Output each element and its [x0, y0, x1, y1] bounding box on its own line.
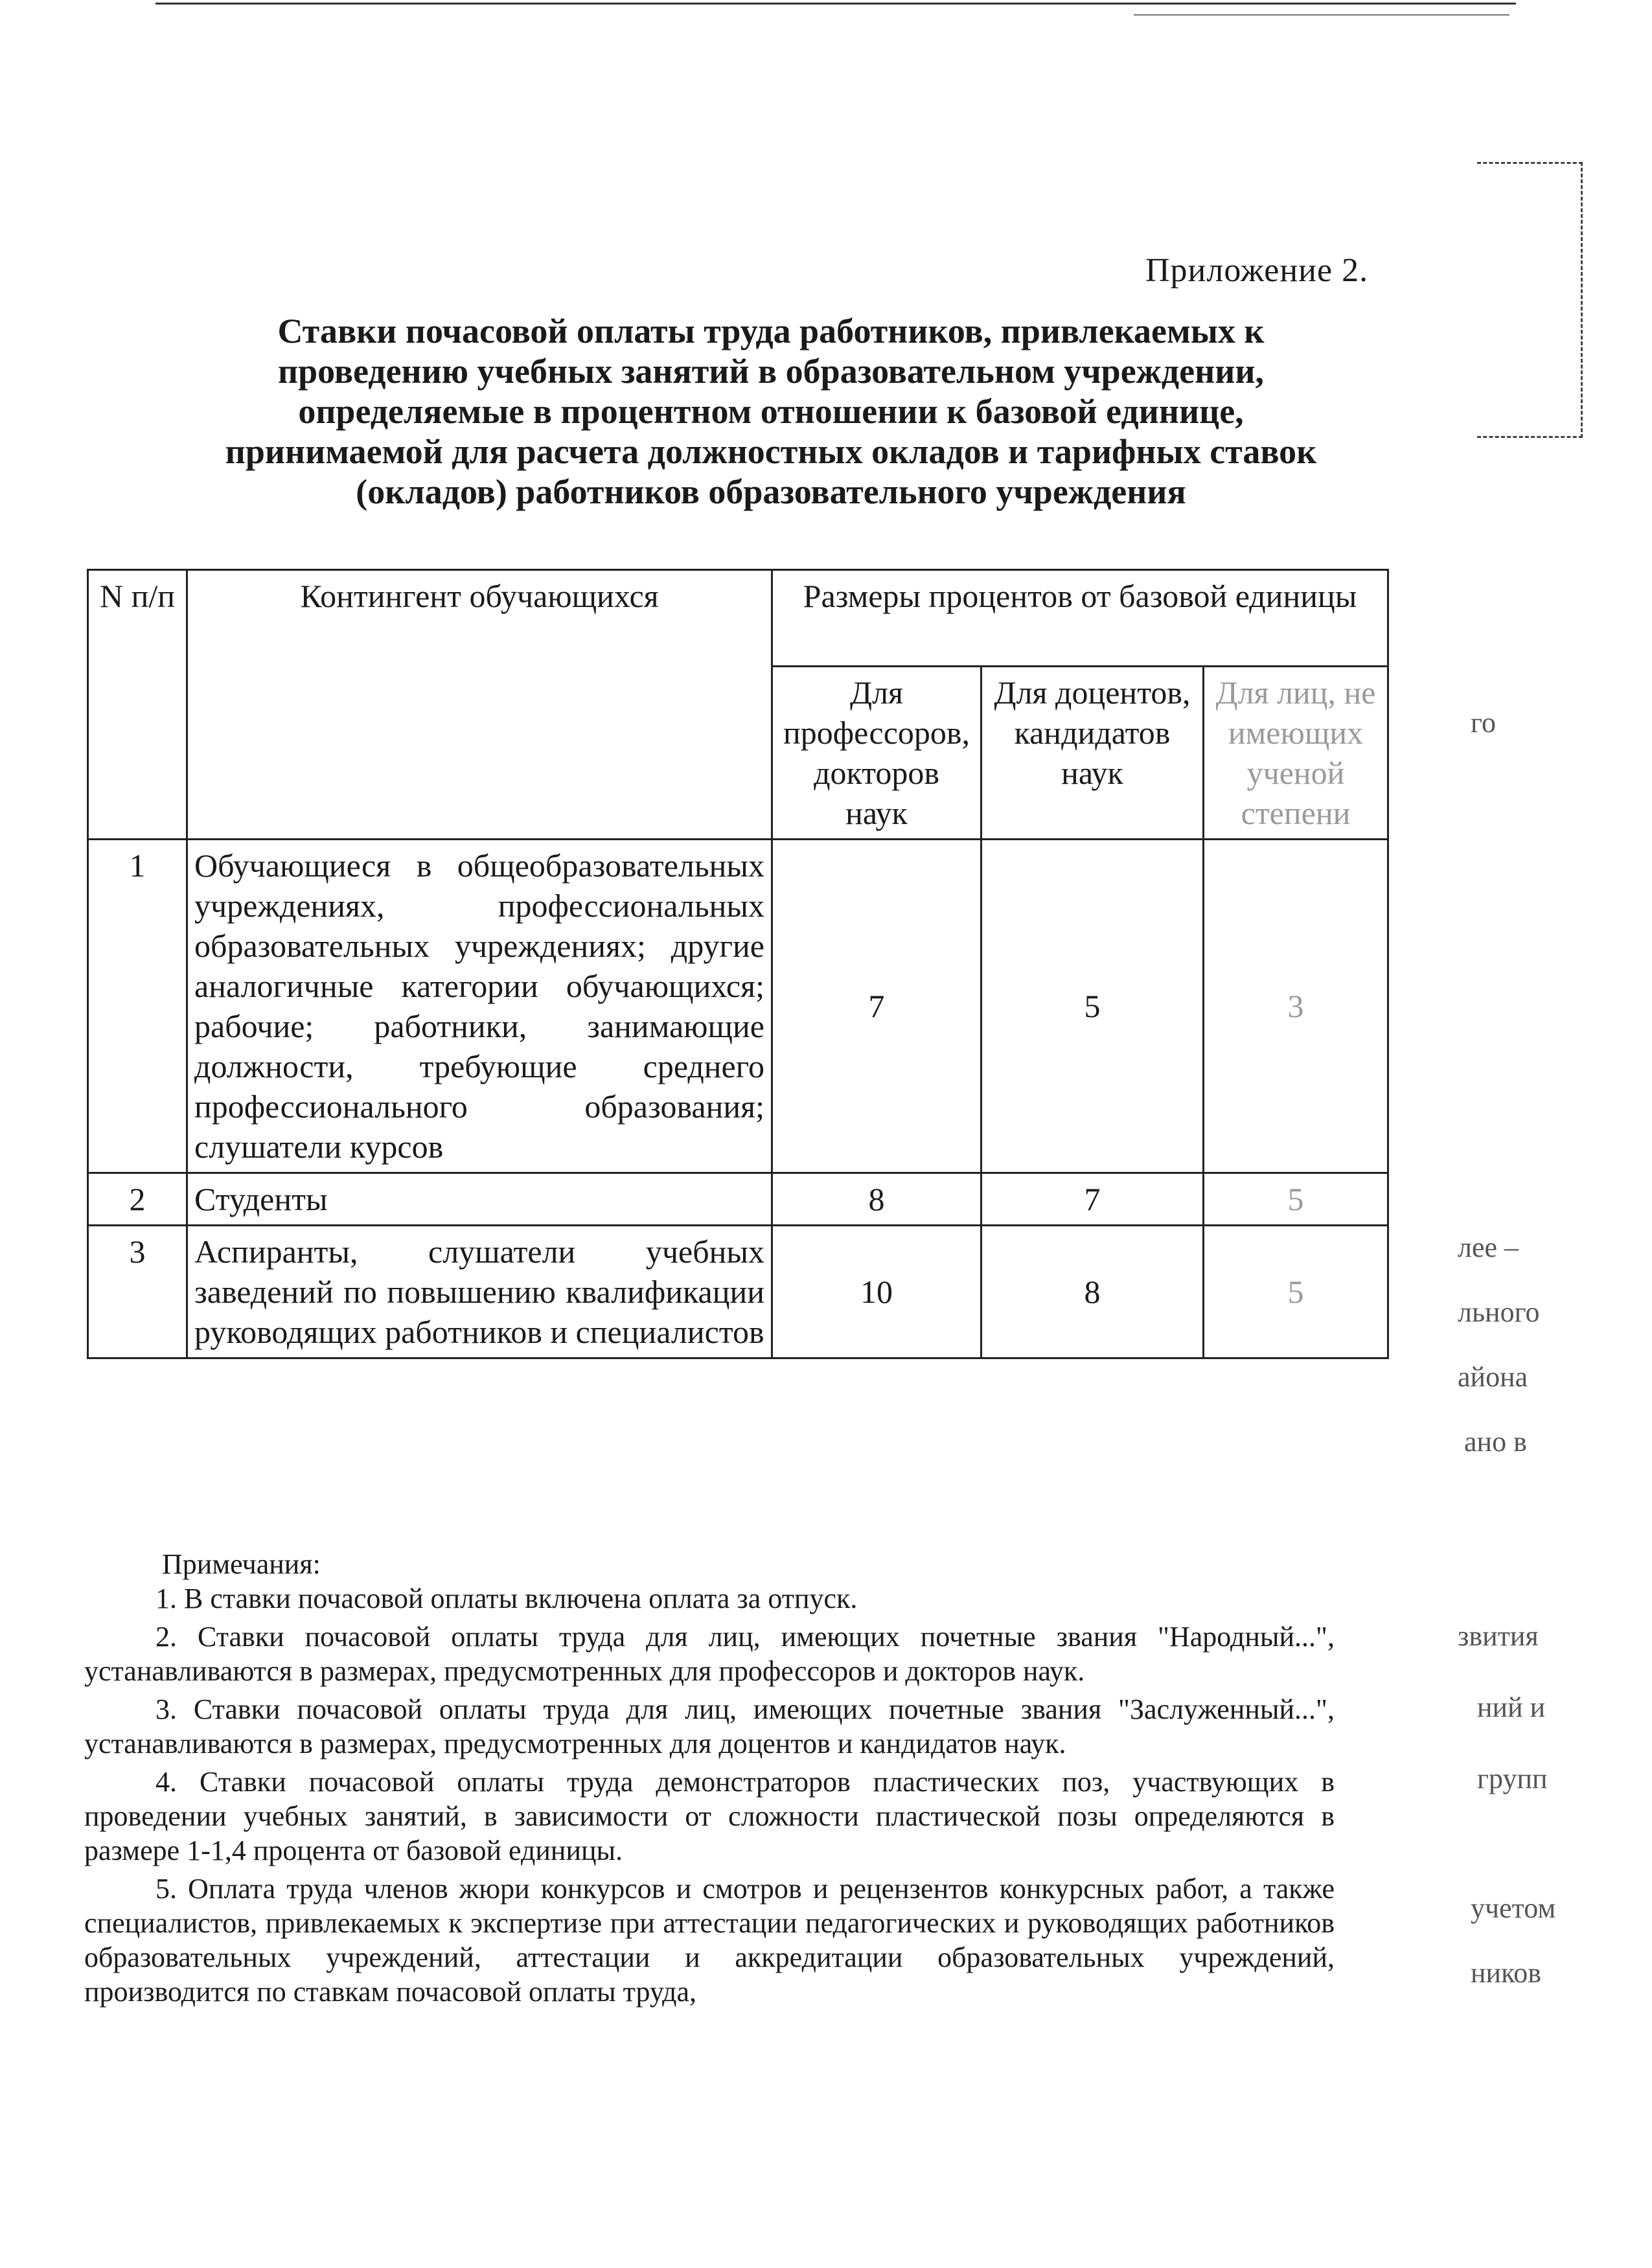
- header-number: N п/п: [88, 570, 187, 840]
- margin-fragment: ано в: [1464, 1426, 1527, 1458]
- margin-fragment: ний и: [1477, 1691, 1546, 1723]
- note-item: 2. Ставки почасовой оплаты труда для лиц, имеющих почетные звания "Народный...", устанавливаются в размерах, предусмотренных для профессоров и докторов наук.: [84, 1621, 1335, 1687]
- table-row: [88, 840, 1388, 1173]
- header-professors: Для профессоров, докторов наук: [772, 667, 981, 840]
- appendix-label: Приложение 2.: [1145, 252, 1369, 289]
- scan-bracket: [1477, 162, 1583, 438]
- row-value-professors: 10: [772, 1226, 981, 1358]
- scan-line-top: [155, 3, 1516, 5]
- title-line-1: Ставки почасовой оплаты труда работников, привлекаемых к: [277, 312, 1265, 350]
- note-item: 4. Ставки почасовой оплаты труда демонстраторов пластических поз, участвующих в проведении учебных занятий, в зависимости от сложности пластической позы определяются в размере 1-1,4 процента от базовой единицы.: [84, 1766, 1335, 1866]
- margin-fragment: льного: [1458, 1296, 1540, 1328]
- title-line-4: принимаемой для расчета должностных окладов и тарифных ставок: [225, 432, 1317, 471]
- row-value-docents: 5: [981, 840, 1204, 1173]
- row-value-no-degree: 5: [1204, 1173, 1388, 1226]
- row-value-professors: 8: [772, 1173, 981, 1226]
- row-number: 1: [88, 840, 187, 1173]
- title-line-2: проведению учебных занятий в образовательном учреждении,: [278, 352, 1264, 391]
- notes-heading: Примечания:: [162, 1548, 321, 1580]
- header-contingent: Контингент обучающихся: [187, 570, 772, 840]
- note-item: 1. В ставки почасовой оплаты включена оплата за отпуск.: [155, 1583, 858, 1614]
- scan-line-top-2: [1134, 14, 1509, 16]
- title-line-5: (окладов) работников образовательного учреждения: [356, 472, 1186, 511]
- margin-fragment: лее –: [1458, 1231, 1519, 1263]
- margin-fragment: учетом: [1471, 1892, 1556, 1924]
- header-no-degree: Для лиц, не имеющих ученой степени: [1204, 667, 1388, 840]
- row-number: 3: [88, 1226, 187, 1358]
- margin-fragment: айона: [1458, 1361, 1528, 1393]
- table-header-row: [88, 570, 1388, 667]
- margin-fragment: звития: [1458, 1620, 1539, 1652]
- row-value-no-degree: 3: [1204, 840, 1388, 1173]
- rates-table: [87, 569, 1389, 1359]
- header-percent-group: Размеры процентов от базовой единицы: [772, 570, 1388, 667]
- table-row: [88, 1173, 1388, 1226]
- margin-fragment: го: [1471, 707, 1496, 739]
- row-value-docents: 8: [981, 1226, 1204, 1358]
- row-number: 2: [88, 1173, 187, 1226]
- table-row: [88, 1226, 1388, 1358]
- row-contingent: Аспиранты, слушатели учебных заведений по повышению квалификации руководящих работников и специалистов: [187, 1226, 772, 1358]
- note-item: 3. Ставки почасовой оплаты труда для лиц, имеющих почетные звания "Заслуженный...", устанавливаются в размерах, предусмотренных для доцентов и кандидатов наук.: [84, 1693, 1335, 1759]
- document-title: [162, 311, 1380, 512]
- title-line-3: определяемые в процентном отношении к базовой единице,: [298, 392, 1244, 431]
- header-docents: Для доцентов, кандидатов наук: [981, 667, 1204, 840]
- margin-fragment: ников: [1471, 1957, 1542, 1989]
- row-contingent: Студенты: [187, 1173, 772, 1226]
- row-contingent: Обучающиеся в общеобразовательных учреждениях, профессиональных образовательных учреждениях; другие аналогичные категории обучающихся; рабочие; работники, занимающие должности, требующие среднего профессионального образования; слушатели курсов: [187, 840, 772, 1173]
- row-value-docents: 7: [981, 1173, 1204, 1226]
- row-value-no-degree: 5: [1204, 1226, 1388, 1358]
- notes-section: [84, 1547, 1335, 2009]
- margin-fragment: групп: [1477, 1763, 1548, 1794]
- row-value-professors: 7: [772, 840, 981, 1173]
- note-item: 5. Оплата труда членов жюри конкурсов и смотров и рецензентов конкурсных работ, а также специалистов, привлекаемых к экспертизе при аттестации педагогических и руководящих работников образовательных учреждений, аттестации и аккредитации образовательных учреждений, производится по ставкам почасовой оплаты труда,: [84, 1873, 1335, 2008]
